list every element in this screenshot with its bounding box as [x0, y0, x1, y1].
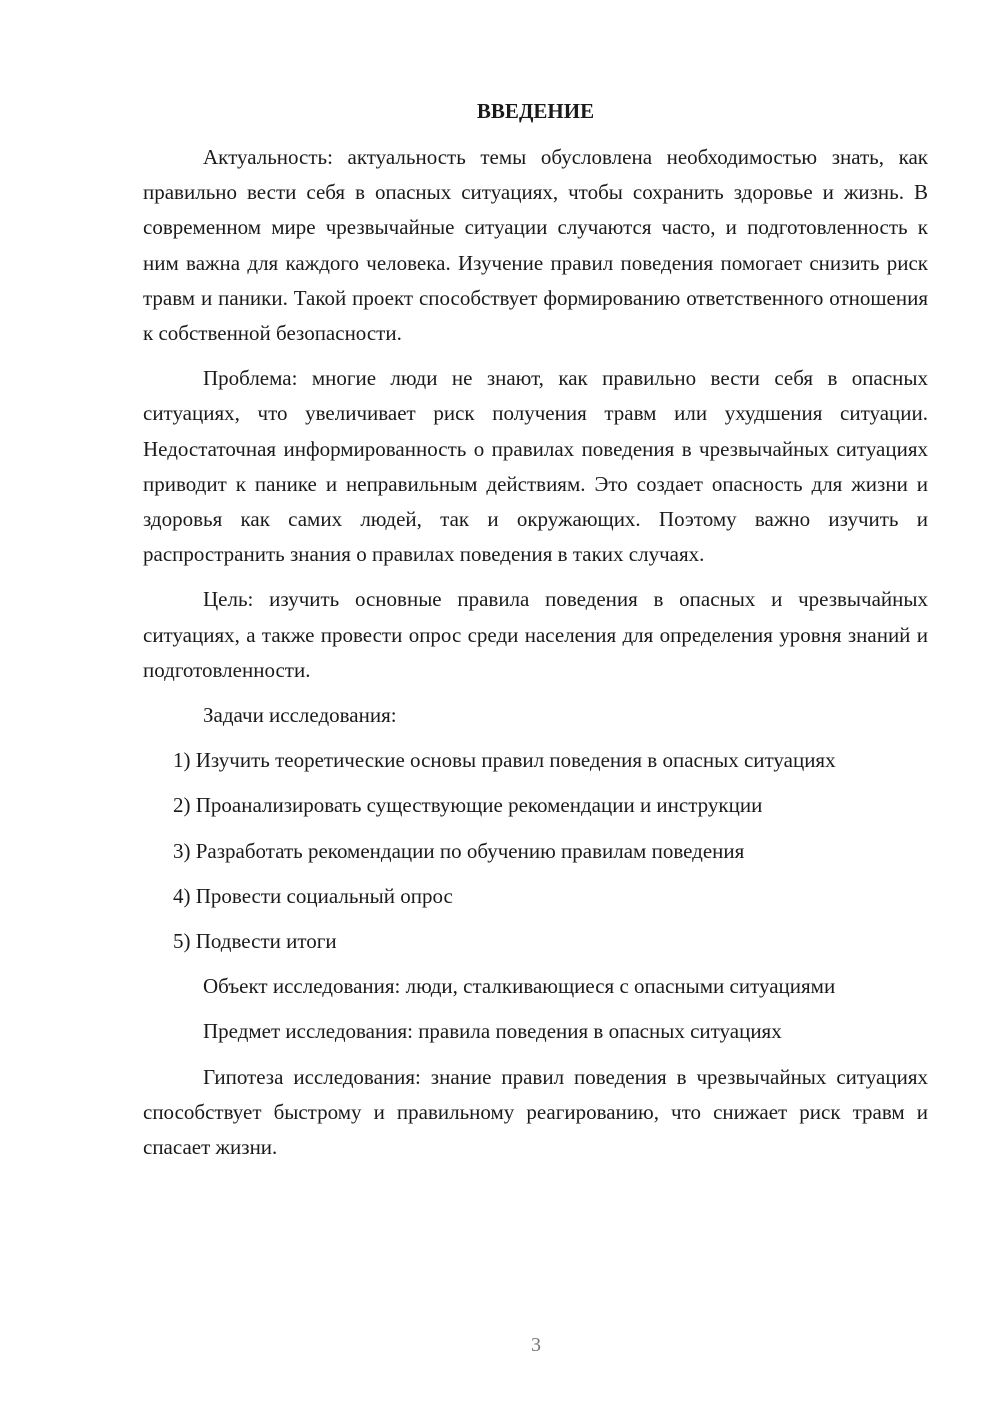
task-item-3: 3) Разработать рекомендации по обучению правилам поведения: [173, 838, 745, 863]
object-paragraph: Объект исследования: люди, сталкивающиеся с опасными ситуациями: [203, 974, 836, 999]
tasks-heading: Задачи исследования:: [203, 703, 397, 728]
relevance-paragraph: Актуальность: актуальность темы обусловлена необходимостью знать, как правильно вести себя в опасных ситуациях, чтобы сохранить здоровье и жизнь. В современном мире чрезвычайные ситуации случаются часто, и подготовленность к ним важна для каждого человека. Изучение правил поведения помогает снизить риск травм и паники. Такой проект способствует формированию ответственного отношения к собственной безопасности.: [143, 145, 928, 346]
task-item-2: 2) Проанализировать существующие рекомендации и инструкции: [173, 793, 763, 818]
hypothesis-paragraph: Гипотеза исследования: знание правил поведения в чрезвычайных ситуациях способствует быстрому и правильному реагированию, что снижает риск травм и спасает жизни.: [143, 1064, 928, 1160]
task-item-5: 5) Подвести итоги: [173, 929, 337, 954]
page-number: 3: [531, 1334, 541, 1356]
problem-paragraph: Проблема: многие люди не знают, как правильно вести себя в опасных ситуациях, что увеличивает риск получения травм или ухудшения ситуации. Недостаточная информированность о правилах поведения в чрезвычайных ситуациях приводит к панике и неправильным действиям. Это создает опасность для жизни и здоровья как самих людей, так и окружающих. Поэтому важно изучить и распространить знания о правилах поведения в таких случаях.: [143, 366, 928, 567]
subject-paragraph: Предмет исследования: правила поведения в опасных ситуациях: [203, 1019, 782, 1044]
section-heading: ВВЕДЕНИЕ: [476, 99, 595, 123]
goal-paragraph: Цель: изучить основные правила поведения в опасных и чрезвычайных ситуациях, а также провести опрос среди населения для определения уровня знаний и подготовленности.: [143, 587, 928, 682]
document-page: [143, 96, 928, 1175]
task-item-4: 4) Провести социальный опрос: [173, 883, 453, 908]
task-item-1: 1) Изучить теоретические основы правил поведения в опасных ситуациях: [173, 748, 836, 773]
